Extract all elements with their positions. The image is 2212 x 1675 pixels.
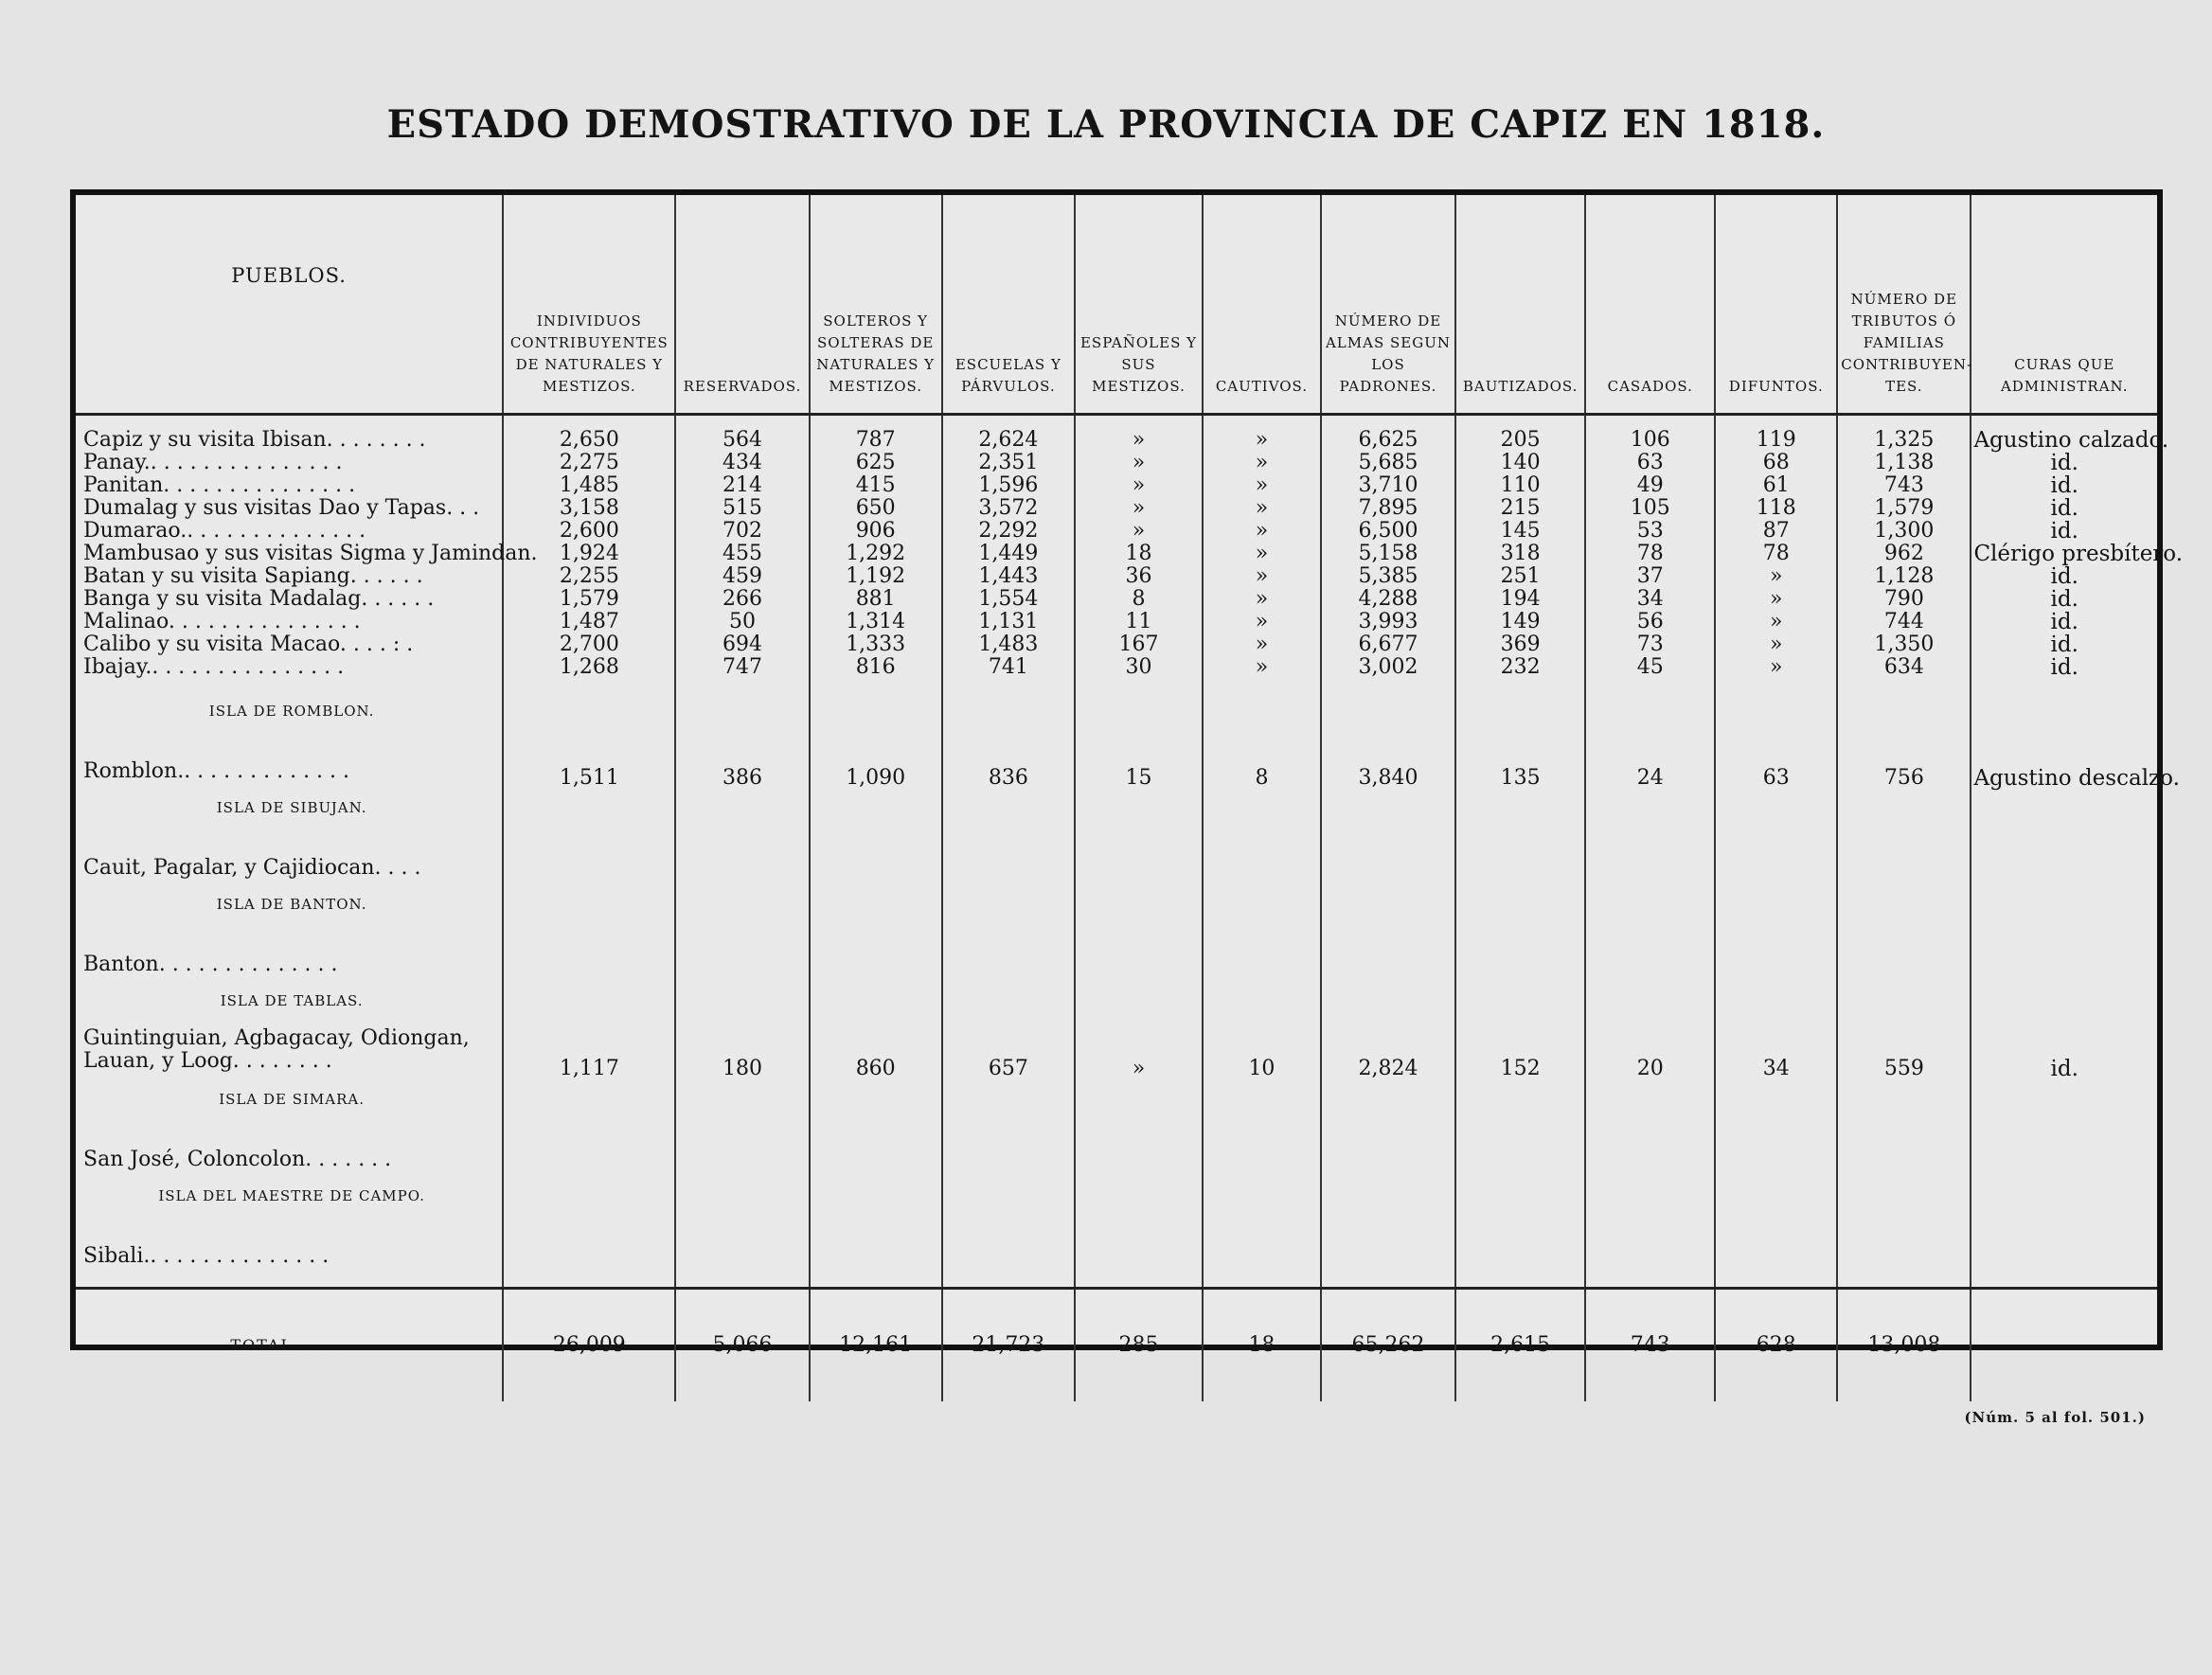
cell-reservados: 214 [675, 474, 809, 497]
cell-difuntos: 119 [1715, 429, 1837, 452]
cell-difuntos: 63 [1715, 730, 1837, 827]
cell-bautizados: 318 [1455, 543, 1585, 565]
cell-difuntos: 78 [1715, 543, 1837, 565]
cell-casados: 20 [1585, 1020, 1715, 1118]
cell-individuos: 1,117 [503, 1020, 675, 1118]
cell-individuos: 1,268 [503, 656, 675, 679]
cell-escuelas: 836 [942, 730, 1075, 827]
cell-difuntos: » [1715, 588, 1837, 611]
header-pueblos: PUEBLOS. [76, 195, 503, 415]
cell-espanoles: 8 [1075, 588, 1203, 611]
row-name: Calibo y su visita Macao. . . . : . [83, 633, 414, 656]
cell-tributos: 962 [1837, 543, 1971, 565]
cell-cura: id. [1971, 520, 2157, 543]
cell-almas: 2,824 [1321, 1020, 1455, 1118]
cell-cautivos: » [1203, 588, 1321, 611]
cell-tributos: 634 [1837, 656, 1971, 679]
header-curas: CURAS QUE ADMINISTRAN. [1971, 195, 2157, 415]
cell-escuelas: 1,131 [942, 611, 1075, 633]
cell-solteros: 625 [810, 452, 942, 474]
isla-simara-label: ISLA DE SIMARA. [219, 1091, 366, 1108]
total-bautizados: 2,615 [1455, 1289, 1585, 1402]
cell-individuos: 2,700 [503, 633, 675, 656]
cell-tributos: 790 [1837, 588, 1971, 611]
total-cura [1971, 1289, 2157, 1402]
table-row [76, 827, 2157, 885]
cell-cura: id. [1971, 565, 2157, 588]
cell-difuntos: » [1715, 565, 1837, 588]
header-reservados: RESERVADOS. [675, 195, 809, 415]
cell-solteros: 650 [810, 497, 942, 520]
cell-individuos: 1,924 [503, 543, 675, 565]
header-difuntos: DIFUNTOS. [1715, 195, 1837, 415]
cell-bautizados: 140 [1455, 452, 1585, 474]
cell-bautizados: 194 [1455, 588, 1585, 611]
cell-solteros: 1,292 [810, 543, 942, 565]
cell-casados: 56 [1585, 611, 1715, 633]
cell-almas: 3,840 [1321, 730, 1455, 827]
section-isla-romblon [76, 692, 2157, 730]
cell-escuelas: 3,572 [942, 497, 1075, 520]
isla-sibujan-label: ISLA DE SIBUJAN. [216, 799, 367, 816]
total-casados: 743 [1585, 1289, 1715, 1402]
cell-solteros: 1,314 [810, 611, 942, 633]
header-casados: CASADOS. [1585, 195, 1715, 415]
row-name: Ibajay.. . . . . . . . . . . . . . . [83, 655, 345, 679]
cell-reservados: 386 [675, 730, 809, 827]
cell-difuntos: 68 [1715, 452, 1837, 474]
cell-almas: 6,625 [1321, 429, 1455, 452]
section-isla-banton [76, 885, 2157, 923]
cell-escuelas: 2,624 [942, 429, 1075, 452]
cell-tributos: 1,350 [1837, 633, 1971, 656]
cell-reservados: 747 [675, 656, 809, 679]
header-tributos: NÚMERO DE TRIBUTOS Ó FAMILIAS CONTRIBUYEN- TES. [1837, 195, 1971, 415]
total-row [76, 1289, 2157, 1402]
total-difuntos: 628 [1715, 1289, 1837, 1402]
cell-individuos: 2,255 [503, 565, 675, 588]
cell-tributos: 1,325 [1837, 429, 1971, 452]
cell-bautizados: 152 [1455, 1020, 1585, 1118]
cell-cautivos: 8 [1203, 730, 1321, 827]
cell-tributos: 1,579 [1837, 497, 1971, 520]
cell-cautivos: » [1203, 497, 1321, 520]
total-individuos: 26,009 [503, 1289, 675, 1402]
cell-escuelas: 1,449 [942, 543, 1075, 565]
cell-reservados: 702 [675, 520, 809, 543]
header-individuos: INDIVIDUOS CONTRIBUYENTES DE NATURALES Y MESTIZOS. [503, 195, 675, 415]
table-row [76, 923, 2157, 982]
row-name: Mambusao y sus visitas Sigma y Jamindan. [83, 542, 538, 565]
cell-escuelas: 1,554 [942, 588, 1075, 611]
cell-escuelas: 2,292 [942, 520, 1075, 543]
row-name: Sibali.. . . . . . . . . . . . . . [83, 1244, 330, 1268]
cell-difuntos: » [1715, 633, 1837, 656]
table-row [76, 1118, 2157, 1177]
row-name: San José, Coloncolon. . . . . . . [83, 1148, 392, 1171]
cell-solteros: 906 [810, 520, 942, 543]
cell-bautizados: 135 [1455, 730, 1585, 827]
table-row [76, 497, 2157, 520]
cell-reservados: 266 [675, 588, 809, 611]
cell-cura: id. [1971, 1020, 2157, 1118]
cell-cautivos: » [1203, 452, 1321, 474]
cell-espanoles: 167 [1075, 633, 1203, 656]
cell-casados: 63 [1585, 452, 1715, 474]
cell-cura: id. [1971, 452, 2157, 474]
cell-individuos: 2,650 [503, 429, 675, 452]
section-isla-maestre [76, 1177, 2157, 1215]
cell-difuntos: 87 [1715, 520, 1837, 543]
cell-bautizados: 205 [1455, 429, 1585, 452]
footnote: (Núm. 5 al fol. 501.) [1964, 1409, 2146, 1426]
cell-reservados: 434 [675, 452, 809, 474]
cell-escuelas: 1,596 [942, 474, 1075, 497]
table-row [76, 588, 2157, 611]
cell-tributos: 559 [1837, 1020, 1971, 1118]
row-name: Batan y su visita Sapiang. . . . . . [83, 564, 423, 588]
table-row [76, 656, 2157, 679]
row-name: Dumarao.. . . . . . . . . . . . . . [83, 519, 366, 543]
cell-cura: id. [1971, 474, 2157, 497]
cell-espanoles: » [1075, 474, 1203, 497]
cell-espanoles: 36 [1075, 565, 1203, 588]
isla-maestre-label: ISLA DEL MAESTRE DE CAMPO. [158, 1187, 425, 1204]
cell-cura: id. [1971, 588, 2157, 611]
cell-bautizados: 232 [1455, 656, 1585, 679]
table-row [76, 452, 2157, 474]
cell-cautivos: » [1203, 543, 1321, 565]
cell-individuos: 1,487 [503, 611, 675, 633]
cell-cautivos: » [1203, 611, 1321, 633]
header-escuelas: ESCUELAS Y PÁRVULOS. [942, 195, 1075, 415]
cell-cautivos: » [1203, 633, 1321, 656]
table-row [76, 474, 2157, 497]
cell-almas: 5,385 [1321, 565, 1455, 588]
cell-reservados: 50 [675, 611, 809, 633]
cell-espanoles: » [1075, 452, 1203, 474]
cell-espanoles: » [1075, 429, 1203, 452]
total-espanoles: 285 [1075, 1289, 1203, 1402]
table-row [76, 429, 2157, 452]
total-cautivos: 18 [1203, 1289, 1321, 1402]
cell-solteros: 816 [810, 656, 942, 679]
total-label: TOTAL. . . . . [76, 1289, 503, 1402]
cell-almas: 7,895 [1321, 497, 1455, 520]
row-name: Panitan. . . . . . . . . . . . . . . [83, 473, 356, 497]
header-espanoles: ESPAÑOLES Y SUS MESTIZOS. [1075, 195, 1203, 415]
cell-cura: Clérigo presbítero. [1971, 543, 2157, 565]
cell-cautivos: 10 [1203, 1020, 1321, 1118]
cell-bautizados: 110 [1455, 474, 1585, 497]
total-almas: 65,262 [1321, 1289, 1455, 1402]
total-tributos: 13,008 [1837, 1289, 1971, 1402]
cell-cautivos: » [1203, 429, 1321, 452]
cell-individuos: 1,511 [503, 730, 675, 827]
cell-almas: 6,677 [1321, 633, 1455, 656]
cell-cura: id. [1971, 497, 2157, 520]
cell-reservados: 564 [675, 429, 809, 452]
header-cautivos: CAUTIVOS. [1203, 195, 1321, 415]
cell-casados: 78 [1585, 543, 1715, 565]
cell-difuntos: 118 [1715, 497, 1837, 520]
row-name: Banton. . . . . . . . . . . . . . [83, 953, 338, 976]
cell-difuntos: 61 [1715, 474, 1837, 497]
cell-individuos: 3,158 [503, 497, 675, 520]
cell-bautizados: 251 [1455, 565, 1585, 588]
total-solteros: 12,161 [810, 1289, 942, 1402]
cell-almas: 6,500 [1321, 520, 1455, 543]
cell-reservados: 459 [675, 565, 809, 588]
cell-cura: id. [1971, 633, 2157, 656]
table-row [76, 520, 2157, 543]
cell-individuos: 1,485 [503, 474, 675, 497]
total-reservados: 5,066 [675, 1289, 809, 1402]
cell-tributos: 1,300 [1837, 520, 1971, 543]
cell-cautivos: » [1203, 656, 1321, 679]
cell-tributos: 756 [1837, 730, 1971, 827]
row-name: Capiz y su visita Ibisan. . . . . . . . [83, 428, 426, 452]
cell-espanoles: 30 [1075, 656, 1203, 679]
cell-espanoles: 18 [1075, 543, 1203, 565]
cell-cura: Agustino calzado. [1971, 429, 2157, 452]
header-solteros: SOLTEROS Y SOLTERAS DE NATURALES Y MESTIZOS. [810, 195, 942, 415]
cell-solteros: 1,192 [810, 565, 942, 588]
cell-espanoles: » [1075, 497, 1203, 520]
cell-bautizados: 369 [1455, 633, 1585, 656]
cell-bautizados: 149 [1455, 611, 1585, 633]
cell-escuelas: 1,483 [942, 633, 1075, 656]
cell-bautizados: 145 [1455, 520, 1585, 543]
row-name: Banga y su visita Madalag. . . . . . [83, 587, 435, 611]
isla-romblon-label: ISLA DE ROMBLON. [208, 703, 375, 720]
page-title: ESTADO DEMOSTRATIVO DE LA PROVINCIA DE CAPIZ EN 1818. [386, 102, 1826, 147]
cell-espanoles: » [1075, 1020, 1203, 1118]
cell-tributos: 744 [1837, 611, 1971, 633]
cell-casados: 73 [1585, 633, 1715, 656]
cell-difuntos: 34 [1715, 1020, 1837, 1118]
cell-almas: 3,993 [1321, 611, 1455, 633]
table-row [76, 1020, 2157, 1080]
cell-espanoles: » [1075, 520, 1203, 543]
cell-tributos: 1,128 [1837, 565, 1971, 588]
cell-solteros: 881 [810, 588, 942, 611]
table-row [76, 633, 2157, 656]
header-row [76, 195, 2157, 415]
cell-cura: id. [1971, 656, 2157, 679]
cell-tributos: 1,138 [1837, 452, 1971, 474]
table-row [76, 565, 2157, 588]
cell-reservados: 180 [675, 1020, 809, 1118]
cell-espanoles: 15 [1075, 730, 1203, 827]
cell-reservados: 694 [675, 633, 809, 656]
cell-cautivos: » [1203, 520, 1321, 543]
table-row [76, 730, 2157, 789]
cell-bautizados: 215 [1455, 497, 1585, 520]
table-row [76, 1215, 2157, 1274]
cell-almas: 5,158 [1321, 543, 1455, 565]
census-table [76, 195, 2184, 1401]
cell-casados: 34 [1585, 588, 1715, 611]
cell-solteros: 1,333 [810, 633, 942, 656]
cell-casados: 53 [1585, 520, 1715, 543]
cell-individuos: 2,600 [503, 520, 675, 543]
row-name: Malinao. . . . . . . . . . . . . . . [83, 610, 361, 633]
cell-individuos: 1,579 [503, 588, 675, 611]
isla-tablas-label: ISLA DE TABLAS. [220, 992, 364, 1009]
cell-almas: 4,288 [1321, 588, 1455, 611]
cell-casados: 37 [1585, 565, 1715, 588]
cell-cura: Agustino descalzo. [1971, 730, 2157, 827]
table-row [76, 611, 2157, 633]
cell-cura: id. [1971, 611, 2157, 633]
cell-escuelas: 657 [942, 1020, 1075, 1118]
header-bautizados: BAUTIZADOS. [1455, 195, 1585, 415]
cell-individuos: 2,275 [503, 452, 675, 474]
cell-casados: 24 [1585, 730, 1715, 827]
row-name: Panay.. . . . . . . . . . . . . . . [83, 451, 343, 474]
cell-casados: 49 [1585, 474, 1715, 497]
cell-solteros: 1,090 [810, 730, 942, 827]
cell-casados: 45 [1585, 656, 1715, 679]
cell-escuelas: 2,351 [942, 452, 1075, 474]
cell-solteros: 787 [810, 429, 942, 452]
cell-cautivos: » [1203, 565, 1321, 588]
cell-casados: 105 [1585, 497, 1715, 520]
isla-banton-label: ISLA DE BANTON. [216, 896, 367, 913]
cell-escuelas: 741 [942, 656, 1075, 679]
row-name: Guintinguian, Agbagacay, Odiongan, Lauan, y Loog. . . . . . . . [83, 1026, 470, 1073]
row-name: Dumalag y sus visitas Dao y Tapas. . . [83, 496, 480, 520]
cell-escuelas: 1,443 [942, 565, 1075, 588]
total-escuelas: 21,723 [942, 1289, 1075, 1402]
section-isla-tablas [76, 982, 2157, 1020]
cell-almas: 3,710 [1321, 474, 1455, 497]
cell-cautivos: » [1203, 474, 1321, 497]
cell-solteros: 860 [810, 1020, 942, 1118]
table-row [76, 543, 2157, 565]
cell-solteros: 415 [810, 474, 942, 497]
cell-difuntos: » [1715, 611, 1837, 633]
cell-difuntos: » [1715, 656, 1837, 679]
cell-reservados: 515 [675, 497, 809, 520]
cell-reservados: 455 [675, 543, 809, 565]
cell-almas: 5,685 [1321, 452, 1455, 474]
row-name: Cauit, Pagalar, y Cajidiocan. . . . [83, 856, 421, 880]
header-almas: NÚMERO DE ALMAS SEGUN LOS PADRONES. [1321, 195, 1455, 415]
cell-almas: 3,002 [1321, 656, 1455, 679]
cell-tributos: 743 [1837, 474, 1971, 497]
cell-casados: 106 [1585, 429, 1715, 452]
row-name: Romblon.. . . . . . . . . . . . . [83, 759, 350, 783]
cell-espanoles: 11 [1075, 611, 1203, 633]
